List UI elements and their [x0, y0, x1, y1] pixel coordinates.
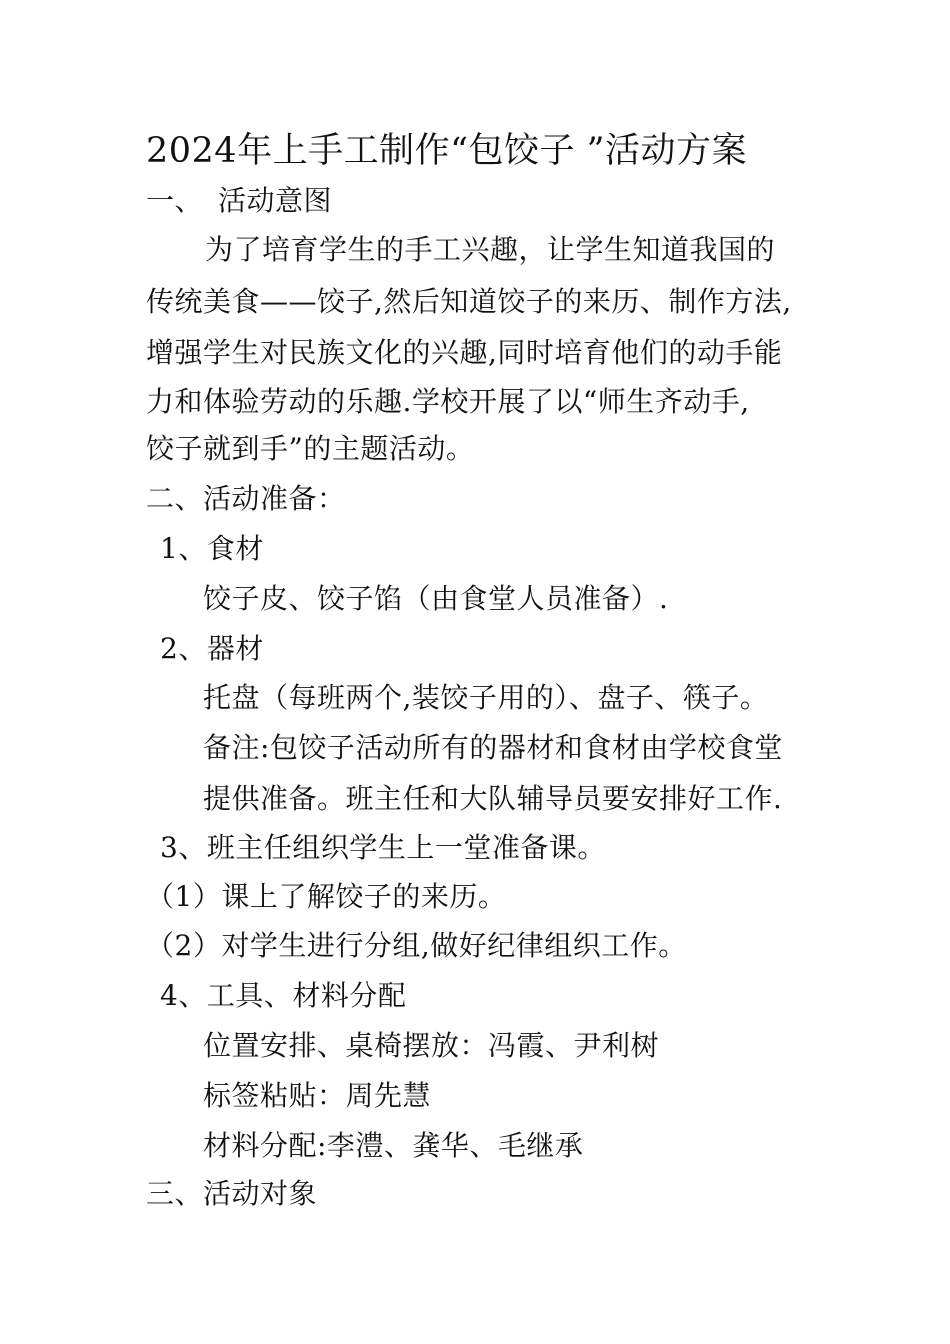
section2-item2-note-line-1: 备注:包饺子活动所有的器材和食材由学校食堂	[203, 731, 783, 764]
section2-heading: 二、活动准备：	[146, 482, 346, 515]
section2-item4-line-2: 标签粘贴：周先慧	[203, 1079, 432, 1112]
section2-item3-title: 3、班主任组织学生上一堂准备课。	[160, 831, 606, 864]
section2-item2-text: 托盘（每班两个,装饺子用的）、盘子、筷子。	[203, 681, 769, 714]
section2-item4-line-1: 位置安排、桌椅摆放：冯霞、尹利树	[203, 1029, 660, 1062]
section1-heading: 活动意图	[218, 184, 333, 217]
section1-paragraph-line-1: 为了培育学生的手工兴趣，让学生知道我国的	[205, 233, 776, 266]
section2-item4-line-3: 材料分配:李澧、龚华、毛继承	[203, 1129, 584, 1162]
section2-item1-title: 1、食材	[160, 532, 264, 565]
document-title: 2024年上手工制作“包饺子 ”活动方案	[146, 131, 747, 171]
section1-paragraph-line-2: 传统美食——饺子,然后知道饺子的来历、制作方法,	[146, 285, 792, 318]
section2-item4-title: 4、工具、材料分配	[160, 979, 407, 1012]
section1-heading-number: 一、	[146, 184, 204, 217]
section1-paragraph-line-4: 力和体验劳动的乐趣.学校开展了以“师生齐动手,	[146, 385, 750, 418]
section2-item3-sub-2: （2）对学生进行分组,做好纪律组织工作。	[146, 929, 687, 962]
section1-paragraph-line-3: 增强学生对民族文化的兴趣,同时培育他们的动手能	[146, 336, 783, 369]
section2-item3-sub-1: （1）课上了解饺子的来历。	[146, 880, 507, 913]
section2-item2-note-line-2: 提供准备。班主任和大队辅导员要安排好工作.	[203, 782, 783, 815]
section2-item1-text: 饺子皮、饺子馅（由食堂人员准备）.	[203, 582, 669, 615]
section2-item2-title: 2、器材	[160, 632, 264, 665]
section1-paragraph-line-5: 饺子就到手”的主题活动。	[146, 432, 475, 465]
section3-heading: 三、活动对象	[146, 1177, 318, 1210]
